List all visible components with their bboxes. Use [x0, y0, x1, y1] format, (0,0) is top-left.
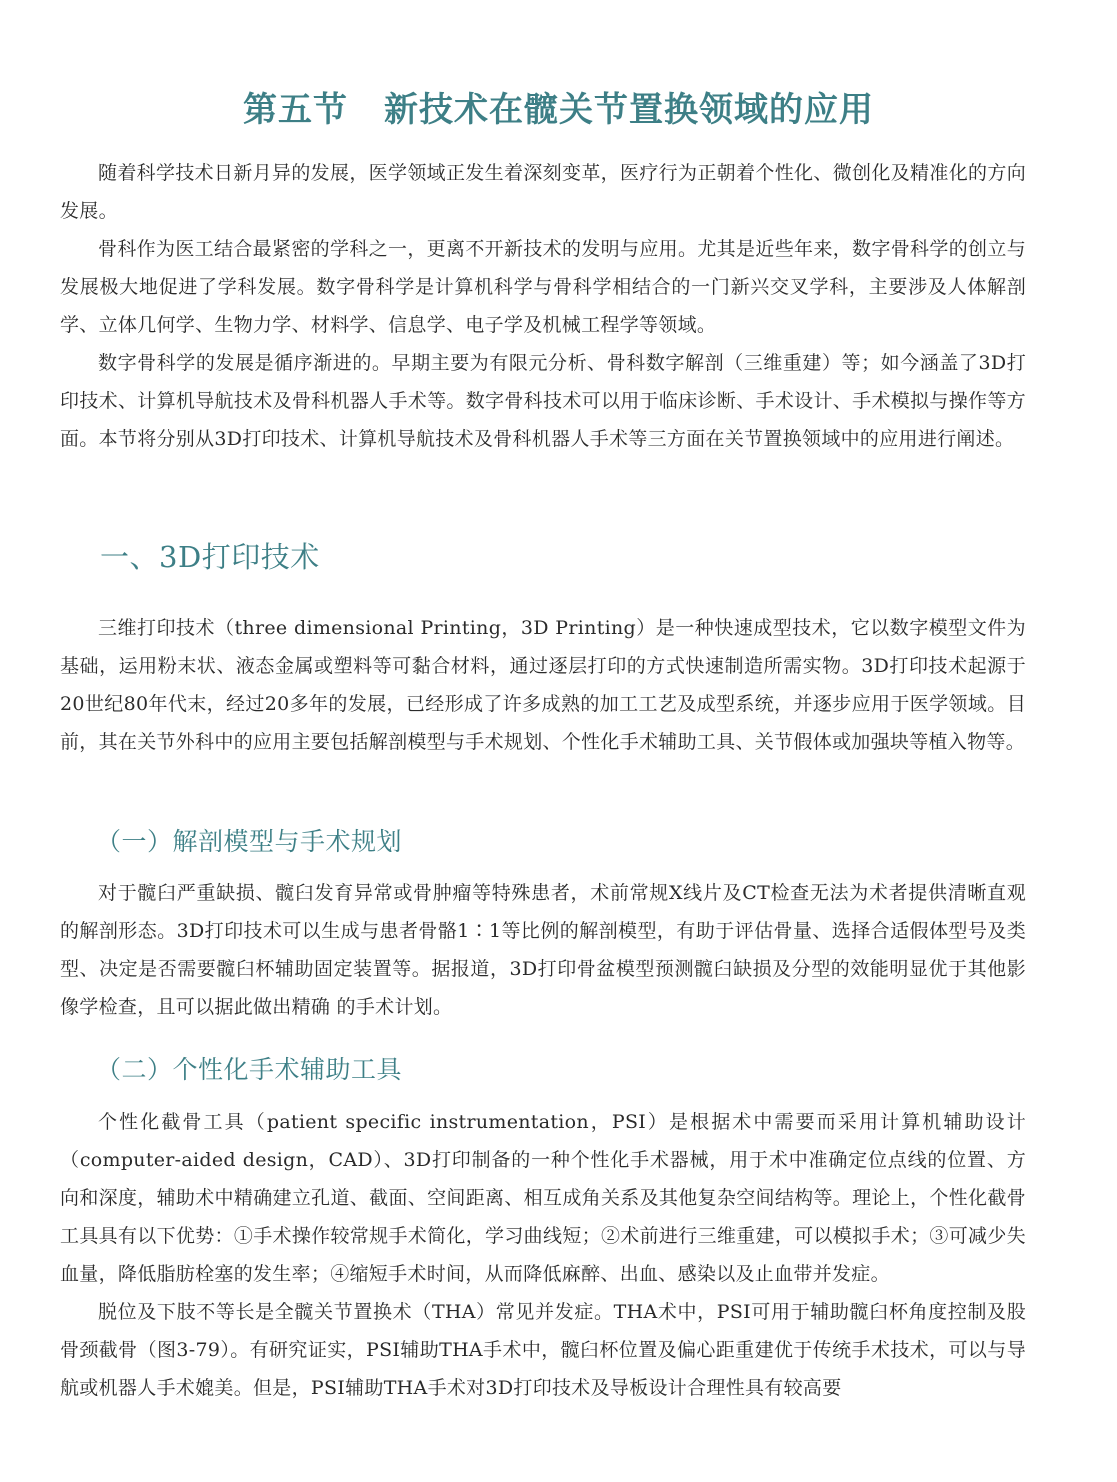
intro-paragraph-1: 随着科学技术日新月异的发展，医学领域正发生着深刻变革，医疗行为正朝着个性化、微创化及精准化的方向发展。 — [60, 162, 1026, 222]
heading-3d-printing: 一、3D打印技术 — [100, 540, 320, 574]
intro-paragraph-3: 数字骨科学的发展是循序渐进的。早期主要为有限元分析、骨科数字解剖（三维重建）等；如今涵盖了3D打印技术、计算机导航技术及骨科机器人手术等。数字骨科技术可以用于临床诊断、手术设计、手术模拟与操作等方面。本节将分别从3D打印技术、计算机导航技术及骨科机器人手术等三方面在关节置换领域中的应用进行阐述。 — [60, 352, 1026, 450]
heading-personalized-tools: （二）个性化手术辅助工具 — [96, 1055, 403, 1084]
part1-text — [60, 609, 1026, 761]
section-number: 第五节 — [243, 90, 348, 130]
intro-text — [60, 154, 1026, 458]
sub2-paragraph-2: 脱位及下肢不等长是全髋关节置换术（THA）常见并发症。THA术中，PSI可用于辅助髋臼杯角度控制及股骨颈截骨（图3-79）。有研究证实，PSI辅助THA手术中，髋臼杯位置及偏心距重建优于传统手术技术，可以与导航或机器人手术媲美。但是，PSI辅助THA手术对3D打印技术及导板设计合理性具有较高要 — [60, 1301, 1026, 1399]
sub2-text — [60, 1103, 1026, 1407]
part1-paragraph: 三维打印技术（three dimensional Printing，3D Printing）是一种快速成型技术，它以数字模型文件为基础，运用粉末状、液态金属或塑料等可黏合材料，通过逐层打印的方式快速制造所需实物。3D打印技术起源于20世纪80年代末，经过20多年的发展，已经形成了许多成熟的加工工艺及成型系统，并逐步应用于医学领域。目前，其在关节外科中的应用主要包括解剖模型与手术规划、个性化手术辅助工具、关节假体或加强块等植入物等。 — [60, 617, 1026, 753]
sub1-paragraph: 对于髋臼严重缺损、髋臼发育异常或骨肿瘤等特殊患者，术前常规X线片及CT检查无法为术者提供清晰直观的解剖形态。3D打印技术可以生成与患者骨骼1∶1等比例的解剖模型，有助于评估骨量、选择合适假体型号及类型、决定是否需要髋臼杯辅助固定装置等。据报道，3D打印骨盆模型预测髋臼缺损及分型的效能明显优于其他影像学检查，且可以据此做出精确 的手术计划。 — [60, 882, 1026, 1018]
intro-paragraph-2: 骨科作为医工结合最紧密的学科之一，更离不开新技术的发明与应用。尤其是近些年来，数字骨科学的创立与发展极大地促进了学科发展。数字骨科学是计算机科学与骨科学相结合的一门新兴交叉学科，主要涉及人体解剖学、立体几何学、生物力学、材料学、信息学、电子学及机械工程学等领域。 — [60, 238, 1026, 336]
section-title-text: 新技术在髋关节置换领域的应用 — [384, 90, 874, 130]
sub1-text — [60, 874, 1026, 1026]
heading-anatomical-model: （一）解剖模型与手术规划 — [96, 827, 403, 856]
section-title — [0, 82, 1117, 131]
sub2-paragraph-1: 个性化截骨工具（patient specific instrumentation，PSI）是根据术中需要而采用计算机辅助设计（computer-aided design，CAD）、3D打印制备的一种个性化手术器械，用于术中准确定位点线的位置、方向和深度，辅助术中精确建立孔道、截面、空间距离、相互成角关系及其他复杂空间结构等。理论上，个性化截骨工具具有以下优势：①手术操作较常规手术简化，学习曲线短；②术前进行三维重建，可以模拟手术；③可减少失血量，降低脂肪栓塞的发生率；④缩短手术时间，从而降低麻醉、出血、感染以及止血带并发症。 — [60, 1111, 1026, 1285]
